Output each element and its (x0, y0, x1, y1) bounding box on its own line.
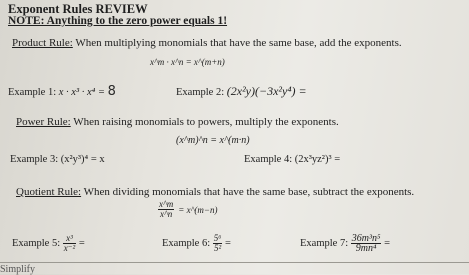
example-5-denominator: x⁻² (63, 243, 76, 253)
example-6-numerator: 5⁶ (213, 233, 222, 243)
example-7-fraction (351, 234, 382, 253)
power-rule-text: When raising monomials to powers, multiply the exponents. (73, 116, 339, 128)
worksheet-title: Exponent Rules REVIEW (8, 2, 148, 16)
example-6-equals: = (225, 237, 231, 249)
quotient-rule-label: Quotient Rule: (16, 186, 82, 198)
zero-power-note: NOTE: Anything to the zero power equals 1! (8, 15, 228, 27)
example-7-numerator: 36m³n⁵ (351, 233, 381, 244)
product-rule-label: Product Rule: (12, 37, 73, 49)
example-2-label: Example 2: (176, 87, 225, 98)
example-2-expression: (2x²y)(−3x²y⁴) = (226, 84, 307, 98)
example-4-expression: (2x³yz²)³ = (294, 154, 341, 165)
product-rule-formula: x^m · x^n = x^(m+n) (150, 57, 225, 67)
quotient-formula-result: = x^(m−n) (178, 205, 218, 216)
power-rule-formula: (x^m)^n = x^(m·n) (176, 135, 250, 146)
quotient-rule-line (16, 186, 414, 198)
example-2 (176, 84, 307, 99)
example-1-label: Example 1: (8, 87, 57, 98)
example-5-label: Example 5: (12, 237, 61, 249)
example-7-label: Example 7: (300, 237, 349, 249)
example-3-label: Example 3: (10, 154, 59, 165)
example-5 (12, 234, 85, 253)
example-7-equals: = (384, 237, 390, 249)
next-section-heading: Simplify (0, 264, 36, 275)
quotient-formula-denominator: x^n (160, 209, 173, 219)
example-6-denominator: 5² (213, 243, 222, 253)
quotient-formula-numerator: x^m (159, 199, 174, 209)
quotient-rule-text: When dividing monomials that have the same base, subtract the exponents. (83, 186, 415, 198)
example-4-label: Example 4: (244, 154, 293, 165)
product-rule-text: When multiplying monomials that have the same base, add the exponents. (75, 37, 402, 49)
power-rule-line (16, 116, 339, 128)
example-1 (8, 84, 116, 99)
product-rule-line (12, 37, 402, 49)
example-5-equals: = (78, 237, 85, 249)
section-divider (0, 262, 469, 263)
example-1-handwritten-answer: 8 (107, 84, 116, 99)
power-rule-label: Power Rule: (16, 116, 71, 128)
example-3 (10, 154, 105, 165)
example-4 (244, 154, 340, 165)
example-6-fraction (213, 234, 223, 253)
quotient-rule-formula (158, 200, 217, 219)
example-5-fraction (63, 234, 76, 253)
example-6 (162, 234, 231, 253)
example-3-expression: (x²y³)⁴ = x (60, 154, 105, 165)
example-1-expression: x · x³ · x⁴ = (58, 87, 105, 98)
quotient-formula-fraction (158, 200, 174, 219)
example-7 (300, 234, 390, 253)
example-6-label: Example 6: (162, 237, 211, 249)
example-7-denominator: 9mn⁴ (355, 243, 377, 254)
example-5-numerator: x³ (63, 234, 76, 244)
